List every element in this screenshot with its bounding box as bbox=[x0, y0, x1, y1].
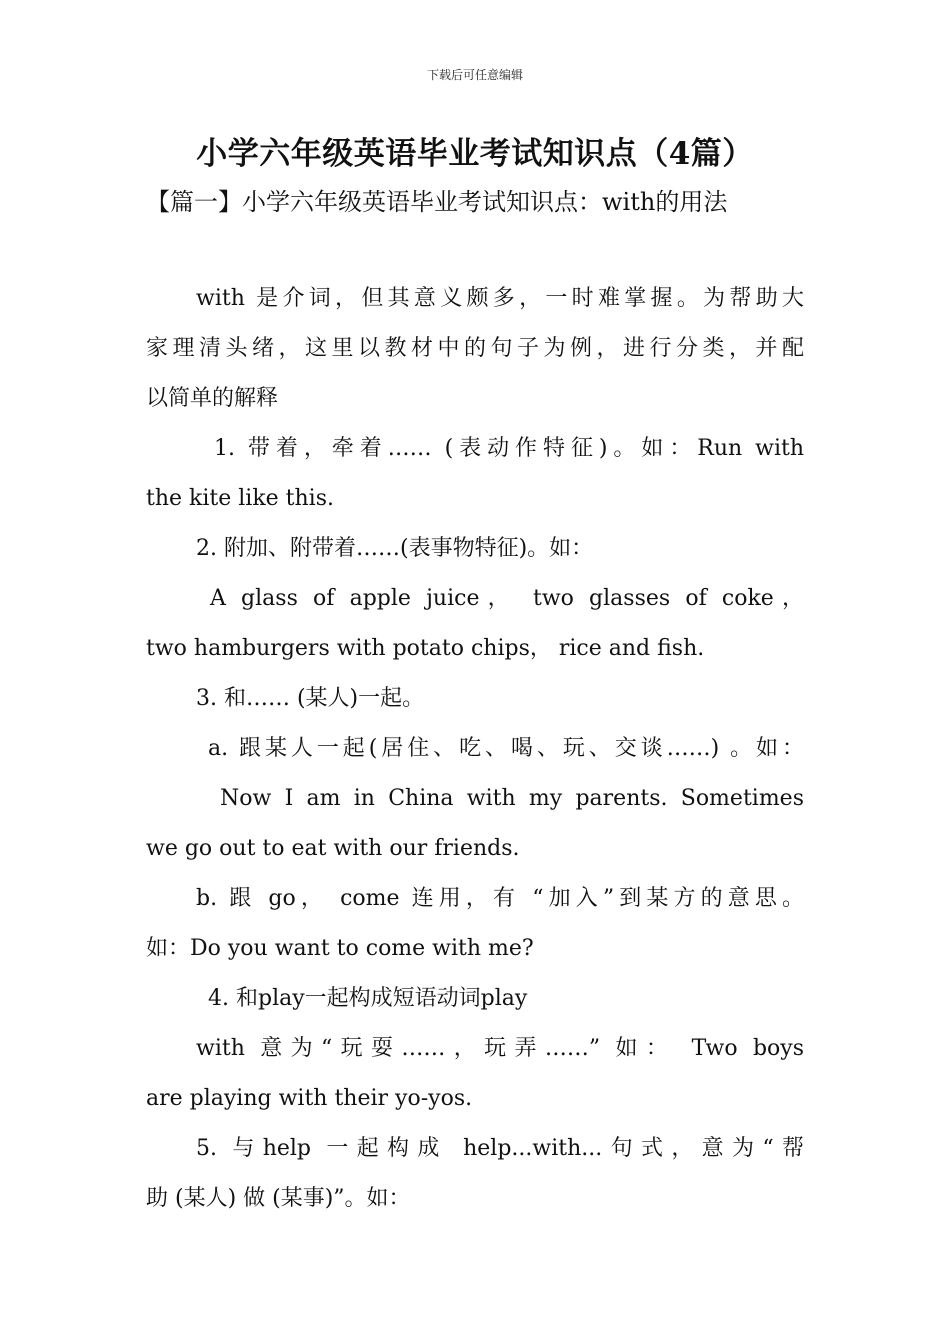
paragraph-line: the kite like this. bbox=[146, 486, 334, 511]
paragraph-line: 2. 附加、附带着……(表事物特征)。如： bbox=[196, 536, 594, 561]
paragraph-line: 5. 与help 一起构成 help...with...句式，意为“帮 bbox=[196, 1136, 804, 1161]
header-note: 下载后可任意编辑 bbox=[426, 68, 523, 82]
paragraph-line: are playing with their yo-yos. bbox=[146, 1086, 473, 1111]
document-title: 小学六年级英语毕业考试知识点（4篇） bbox=[196, 136, 754, 172]
paragraph-line: we go out to eat with our friends. bbox=[146, 836, 520, 861]
paragraph-line: with 是介词，但其意义颇多，一时难掌握。为帮助大 bbox=[196, 286, 804, 311]
paragraph-line: 助 (某人) 做 (某事)”。如： bbox=[146, 1186, 411, 1211]
paragraph-line: 4. 和play一起构成短语动词play bbox=[208, 986, 528, 1011]
paragraph-line: with 意为“玩耍……，玩弄……” 如： Two boys bbox=[196, 1036, 804, 1061]
paragraph-line: Now I am in China with my parents. Sometimes bbox=[220, 786, 804, 811]
paragraph-line: a. 跟某人一起(居住、吃、喝、玩、交谈……) 。如： bbox=[208, 736, 804, 761]
paragraph-line: b. 跟 go， come 连用，有 “加入”到某方的意思。 bbox=[196, 886, 804, 911]
section-heading: 【篇一】小学六年级英语毕业考试知识点：with的用法 bbox=[146, 188, 728, 216]
paragraph-line: 家理清头绪，这里以教材中的句子为例，进行分类，并配 bbox=[146, 336, 804, 361]
paragraph-line: 3. 和…… (某人)一起。 bbox=[196, 686, 425, 711]
paragraph-line: two hamburgers with potato chips， rice and fish. bbox=[146, 636, 705, 661]
paragraph-line: 如：Do you want to come with me? bbox=[146, 936, 534, 961]
paragraph-line: 以简单的解释 bbox=[146, 386, 279, 411]
paragraph-line: 1. 带着，牵着…… (表动作特征)。如：Run with bbox=[214, 436, 804, 461]
paragraph-line: A glass of apple juice， two glasses of coke， bbox=[210, 586, 804, 611]
